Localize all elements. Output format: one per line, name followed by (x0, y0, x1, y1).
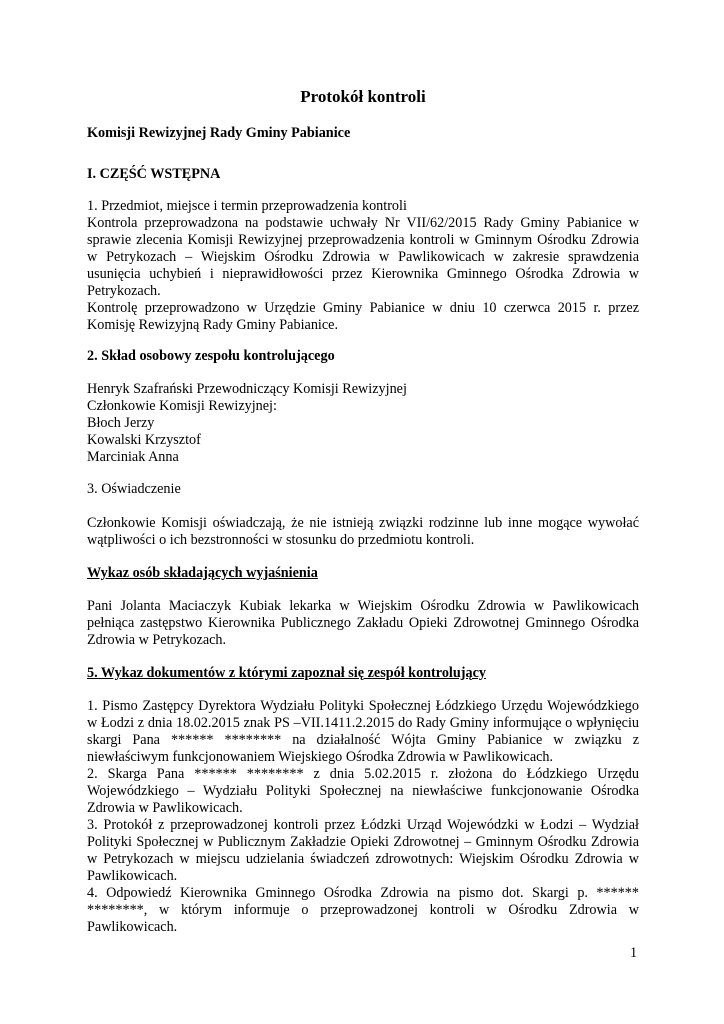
section-one (87, 198, 639, 334)
document-list-item: 1. Pismo Zastępcy Dyrektora Wydziału Polityki Społecznej Łódzkiego Urzędu Wojewódzkiego w Łodzi z dnia 18.02.2015 znak PS –VII.1411.2.2015 do Rady Gminy informujące o wpłynięciu skargi Pana ****** ******** na działalność Wójta Gminy Pabianice w związku z niewłaściwym funkcjonowaniem Wiejskiego Ośrodka Zdrowia w Pawlikowicach. (87, 698, 639, 765)
section-four-paragraph: Pani Jolanta Maciaczyk Kubiak lekarka w Wiejskim Ośrodku Zdrowia w Pawlikowicach pełniąca zastępstwo Kierownika Publicznego Zakładu Opieki Zdrowotnej Gminnego Ośrodka Zdrowia w Petrykozach. (87, 598, 639, 648)
section-five-list (87, 698, 639, 936)
section-three-paragraph: Członkowie Komisji oświadczają, że nie istnieją związki rodzinne lub inne mogące wywołać wątpliwości o ich bezstronności w stosunku do przedmiotu kontroli. (87, 515, 639, 548)
section-one-paragraph-1: Kontrola przeprowadzona na podstawie uchwały Nr VII/62/2015 Rady Gminy Pabianice w sprawie zlecenia Komisji Rewizyjnej przeprowadzenia kontroli w Gminnym Ośrodku Zdrowia w Petrykozach – Wiejskim Ośrodku Zdrowia w Pawlikowicach w zakresie sprawdzenia usunięcia uchybień i nieprawidłowości przez Kierownika Gminnego Ośrodka Zdrowia w Petrykozach. (87, 215, 639, 299)
chairman-line: Henryk Szafrański Przewodniczący Komisji Rewizyjnej (87, 381, 407, 397)
section-five-heading: 5. Wykaz dokumentów z którymi zapoznał się zespół kontrolujący (87, 665, 486, 681)
document-list-item: 2. Skarga Pana ****** ******** z dnia 5.02.2015 r. złożona do Łódzkiego Urzędu Wojewódzkiego – Wydziału Polityki Społecznej na niewłaściwe funkcjonowanie Ośrodka Zdrowia w Pawlikowicach. (87, 766, 639, 816)
section-one-paragraph-2: Kontrolę przeprowadzono w Urzędzie Gminy Pabianice w dniu 10 czerwca 2015 r. przez Komisję Rewizyjną Rady Gminy Pabianice. (87, 300, 639, 333)
members-label: Członkowie Komisji Rewizyjnej: (87, 398, 277, 414)
section-three-heading: 3. Oświadczenie (87, 481, 181, 497)
document-page (87, 0, 639, 1024)
part-one-heading: I. CZĘŚĆ WSTĘPNA (87, 166, 221, 182)
section-two-heading: 2. Skład osobowy zespołu kontrolującego (87, 348, 335, 364)
section-two-members (87, 381, 639, 466)
member-name: Kowalski Krzysztof (87, 432, 201, 448)
member-name: Marciniak Anna (87, 449, 179, 465)
page-number: 1 (630, 945, 638, 961)
section-one-heading: 1. Przedmiot, miejsce i termin przeprowadzenia kontroli (87, 198, 407, 214)
document-list-item: 4. Odpowiedź Kierownika Gminnego Ośrodka Zdrowia na pismo dot. Skargi p. ****** ********, w którym informuje o przeprowadzonej kontroli w Ośrodku Zdrowia w Pawlikowicach. (87, 885, 639, 935)
document-title: Protokół kontroli (300, 87, 426, 106)
document-list-item: 3. Protokół z przeprowadzonej kontroli przez Łódzki Urząd Wojewódzki w Łodzi – Wydział Polityki Społecznej w Publicznym Zakładzie Opieki Zdrowotnej – Gminnym Ośrodku Zdrowia w Petrykozach w miejscu udzielania świadczeń zdrowotnych: Wiejskim Ośrodku Zdrowia w Pawlikowicach. (87, 817, 639, 884)
member-name: Błoch Jerzy (87, 415, 155, 431)
document-subtitle: Komisji Rewizyjnej Rady Gminy Pabianice (87, 125, 351, 141)
section-four-heading: Wykaz osób składających wyjaśnienia (87, 565, 318, 581)
